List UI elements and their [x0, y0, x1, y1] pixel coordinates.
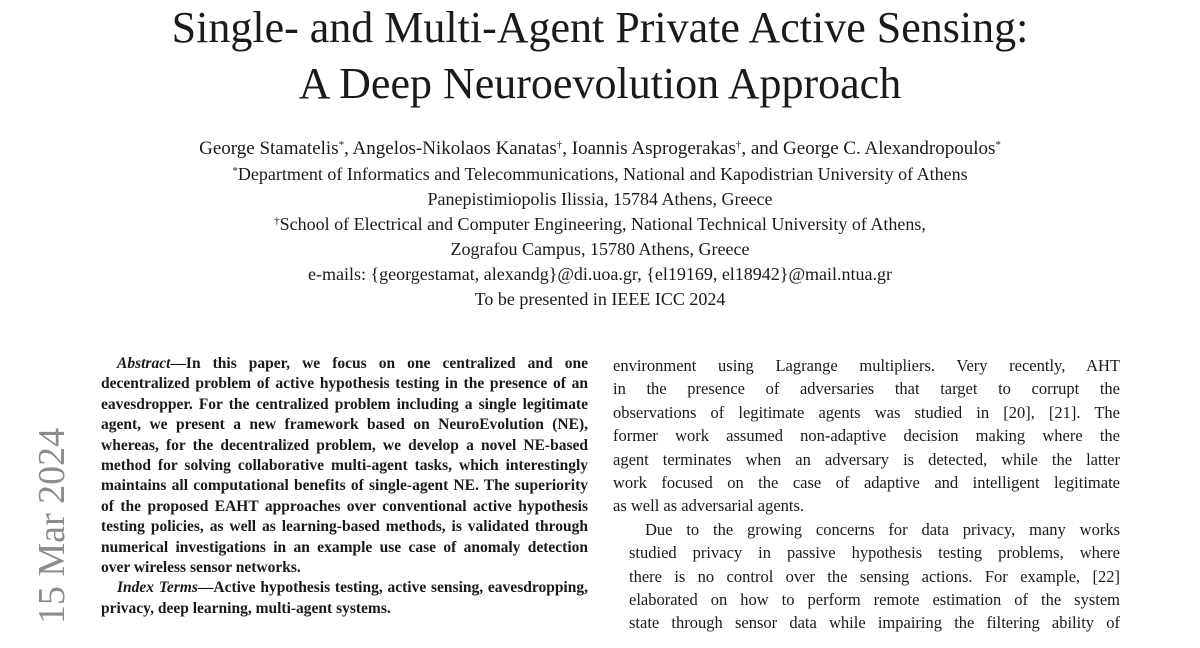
title-line-1: Single- and Multi-Agent Private Active Sensing:	[171, 3, 1029, 52]
text-line: as well as adversarial agents.	[613, 496, 805, 516]
author-1: George Stamatelis	[199, 138, 339, 159]
text-line: studied privacy in passive hypothesis testing problems, where	[629, 543, 1120, 563]
abstract-text: —In this paper, we focus on one centralized and one decentralized problem of active hypothesis testing in the presence of an eavesdropper. For the centralized problem including a single legitimate agent, we present a new framework based on NeuroEvolution (NE), whereas, for the decentralized problem, we develop a novel NE-based method for solving collaborative multi-agent tasks, which interestingly maintains all computational benefits of single-agent NE. The superiority of the proposed EAHT approaches over conventional active hypothesis testing policies, as well as learning-based methods, is validated through numerical investigations in an example use case of anomaly detection over wireless sensor networks.	[101, 355, 588, 577]
arxiv-date-text: 15 Mar 2024	[31, 427, 73, 625]
author-2: , Angelos-Nikolaos Kanatas	[344, 138, 557, 159]
index-terms-text: —Active hypothesis testing, active sensing, eavesdropping, privacy, deep learning, multi-agent systems.	[101, 579, 588, 617]
body-paragraph-2	[613, 518, 1120, 635]
author-3: , Ioannis Asprogerakas	[562, 138, 736, 159]
abstract-label: Abstract	[117, 355, 171, 372]
affiliation-1-mark: *	[232, 165, 238, 177]
author-list	[0, 137, 1200, 162]
author-2-mark: †	[556, 139, 563, 151]
author-4-mark: *	[995, 139, 1001, 151]
text-line: Due to the growing concerns for data privacy, many works	[645, 519, 1120, 539]
presented-note: To be presented in IEEE ICC 2024	[474, 289, 726, 309]
affiliation-1-text: Department of Informatics and Telecommunications, National and Kapodistrian University of Athens	[237, 164, 968, 184]
paper-title	[0, 0, 1200, 112]
text-line: agent terminates when an adversary is detected, while the latter	[613, 449, 1120, 469]
affiliation-1-line-2: Panepistimiopolis Ilissia, 15784 Athens, Greece	[427, 189, 773, 209]
right-column	[613, 354, 1120, 635]
text-line: state through sensor data while impairing the filtering ability of	[629, 613, 1120, 633]
author-3-mark: †	[735, 139, 742, 151]
text-line: in the presence of adversaries that target to corrupt the	[613, 379, 1120, 399]
index-terms-label: Index Terms	[117, 579, 198, 597]
text-line: former work assumed non-adaptive decision making where the	[613, 426, 1120, 446]
index-terms-paragraph	[101, 578, 588, 619]
affiliation-1-line-1	[0, 162, 1200, 187]
left-column	[101, 354, 588, 619]
affiliation-2-mark: †	[274, 215, 280, 227]
abstract-paragraph	[101, 354, 588, 578]
author-1-mark: *	[338, 139, 345, 151]
author-block	[0, 137, 1200, 312]
email-line: e-mails: {georgestamat, alexandg}@di.uoa.gr, {el19169, el18942}@mail.ntua.gr	[307, 264, 892, 284]
body-paragraph-1	[613, 354, 1120, 518]
arxiv-date-stamp	[32, 416, 72, 636]
text-line: environment using Lagrange multipliers. Very recently, AHT	[613, 356, 1120, 375]
text-line: observations of legitimate agents was studied in [20], [21]. The	[613, 402, 1120, 422]
text-line: work focused on the case of adaptive and intelligent legitimate	[613, 473, 1120, 493]
affiliation-2-line-1	[0, 212, 1200, 237]
text-line: elaborated on how to perform remote estimation of the system	[629, 590, 1120, 610]
affiliation-2-text: School of Electrical and Computer Engineering, National Technical University of Athens,	[279, 214, 926, 234]
author-4: , and George C. Alexandropoulos	[741, 138, 996, 159]
affiliation-2-line-2: Zografou Campus, 15780 Athens, Greece	[450, 239, 750, 259]
title-line-2: A Deep Neuroevolution Approach	[298, 59, 902, 108]
text-line: there is no control over the sensing actions. For example, [22]	[629, 566, 1120, 586]
